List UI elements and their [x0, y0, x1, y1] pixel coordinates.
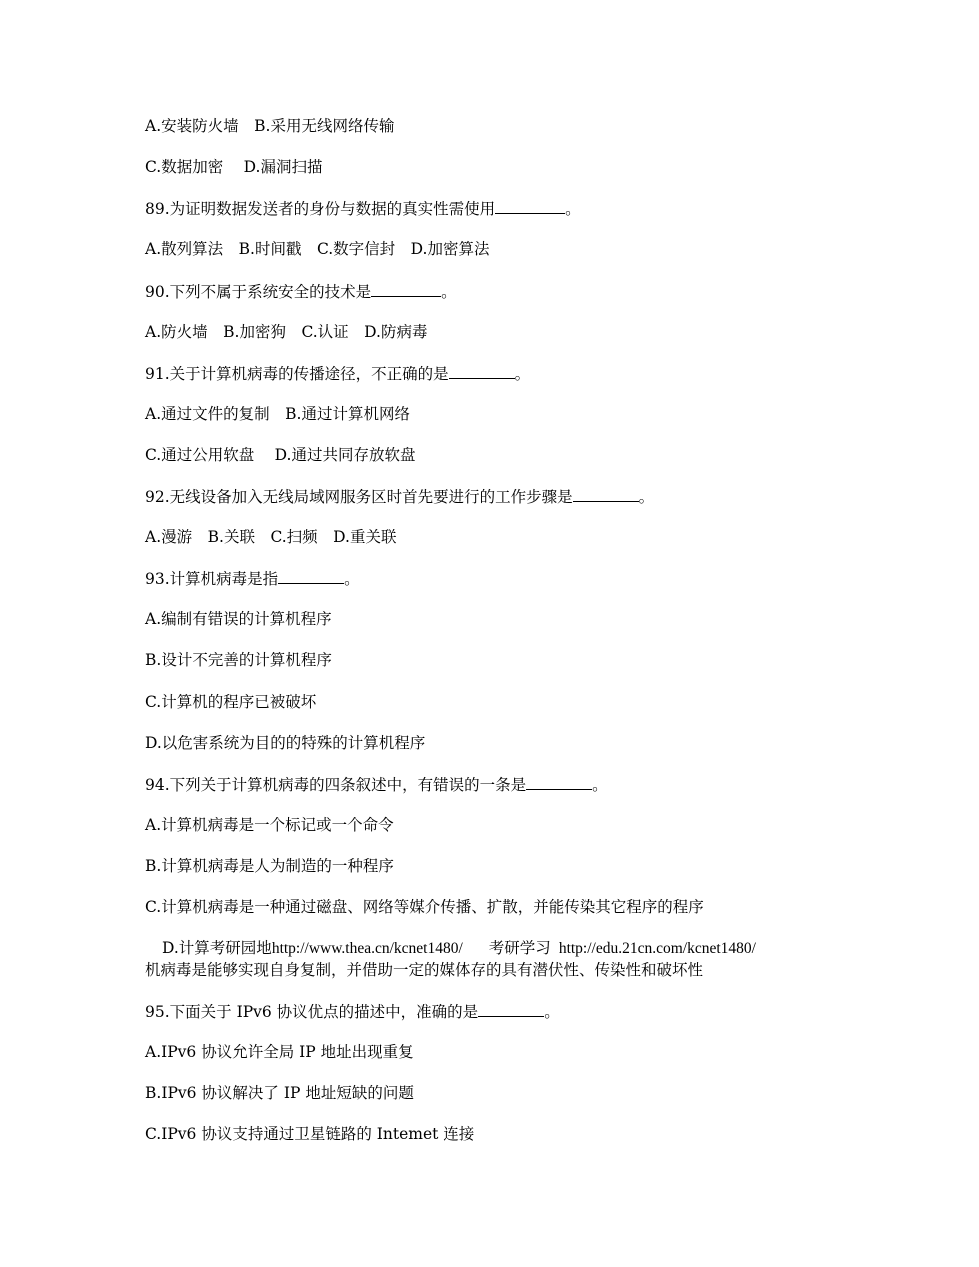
q93-option-a: A.编制有错误的计算机程序: [145, 610, 332, 628]
q89-options: A.散列算法 B.时间戳 C.数字信封 D.加密算法: [145, 240, 490, 258]
q88-options-ab: A.安装防火墙 B.采用无线网络传输: [145, 117, 395, 135]
answer-blank: [449, 363, 515, 379]
q91-question: 91.关于计算机病毒的传播途径，不正确的是 。: [145, 365, 531, 383]
answer-blank: [278, 568, 344, 584]
q94-option-c: C.计算机病毒是一种通过磁盘、网络等媒介传播、扩散，并能传染其它程序的程序: [145, 898, 704, 916]
q90-options: A.防火墙 B.加密狗 C.认证 D.防病毒: [145, 323, 428, 341]
q91-options-cd: C.通过公用软盘 D.通过共同存放软盘: [145, 446, 416, 464]
q92-question: 92.无线设备加入无线局域网服务区时首先要进行的工作步骤是 。: [145, 488, 655, 506]
q94-question: 94.下列关于计算机病毒的四条叙述中，有错误的一条是 。: [145, 776, 608, 794]
q95-option-b: B.IPv6 协议解决了 IP 地址短缺的问题: [145, 1084, 414, 1102]
watermark-url-2[interactable]: http://edu.21cn.com/kcnet1480/: [558, 940, 756, 957]
answer-blank: [573, 486, 639, 502]
q93-option-c: C.计算机的程序已被破坏: [145, 693, 317, 711]
q95-option-a: A.IPv6 协议允许全局 IP 地址出现重复: [145, 1043, 414, 1061]
answer-blank: [526, 774, 592, 790]
q94-option-d-continuation: 机病毒是能够实现自身复制，并借助一定的媒体存的具有潜伏性、传染性和破坏性: [145, 961, 704, 979]
q93-option-d: D.以危害系统为目的的特殊的计算机程序: [145, 734, 426, 752]
q94-option-b: B.计算机病毒是人为制造的一种程序: [145, 857, 394, 875]
q93-question: 93.计算机病毒是指 。: [145, 570, 360, 588]
q95-question: 95.下面关于 IPv6 协议优点的描述中，准确的是 。: [145, 1003, 560, 1021]
q88-options-cd: C.数据加密 D.漏洞扫描: [145, 158, 323, 176]
q90-question: 90.下列不属于系统安全的技术是 。: [145, 283, 457, 301]
q93-option-b: B.设计不完善的计算机程序: [145, 651, 332, 669]
answer-blank: [495, 198, 565, 214]
q92-options: A.漫游 B.关联 C.扫频 D.重关联: [145, 528, 397, 546]
q89-question: 89.为证明数据发送者的身份与数据的真实性需使用 。: [145, 200, 581, 218]
watermark-url-1[interactable]: http://www.thea.cn/kcnet1480/: [271, 940, 463, 957]
q91-options-ab: A.通过文件的复制 B.通过计算机网络: [145, 405, 410, 423]
answer-blank: [478, 1001, 544, 1017]
q95-option-c: C.IPv6 协议支持通过卫星链路的 Intemet 连接: [145, 1125, 475, 1143]
q94-option-d-watermark-line: D.计算考研园地http://www.thea.cn/kcnet1480/ 考研学习 http://edu.21cn.com/kcnet1480/: [162, 939, 756, 957]
q94-option-a: A.计算机病毒是一个标记或一个命令: [145, 816, 394, 834]
answer-blank: [371, 281, 441, 297]
